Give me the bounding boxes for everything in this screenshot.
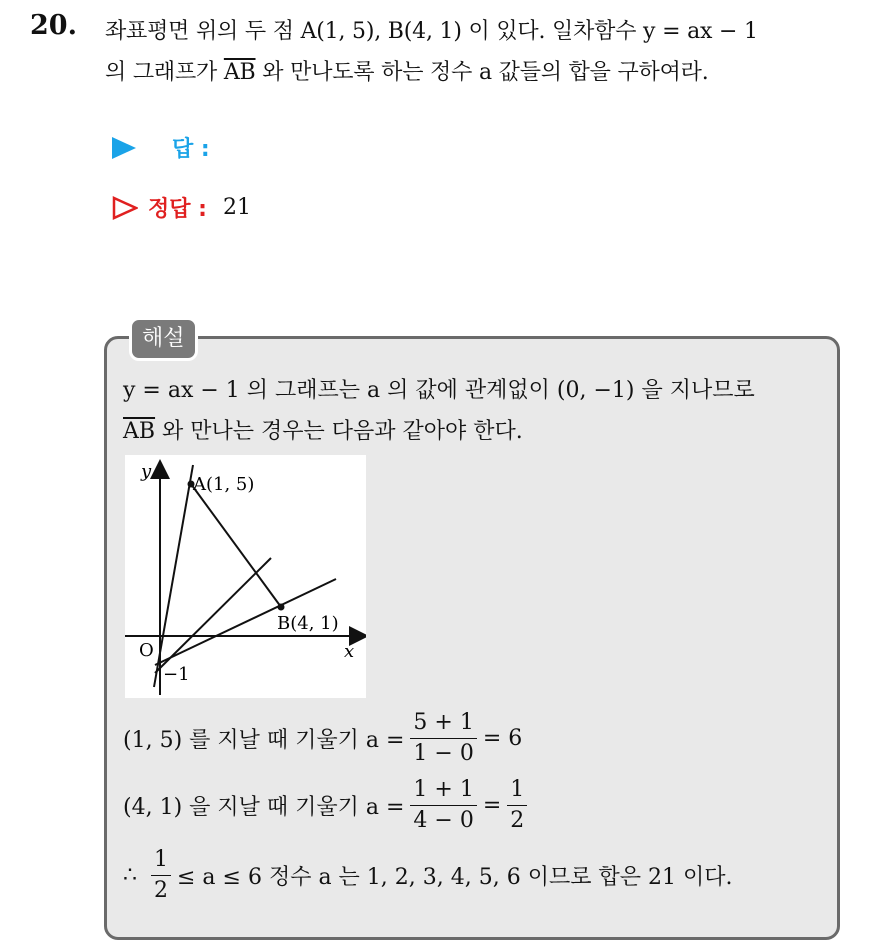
formula-2-result-fraction — [507, 775, 527, 836]
formula-line-3 — [123, 845, 732, 906]
y-axis-label: y — [141, 461, 152, 482]
segment-ab: $\overline{AB}$ — [223, 60, 256, 85]
correct-answer-value: 21 — [222, 195, 251, 220]
question-line-2-a: 의 그래프가 — [105, 60, 224, 85]
formula-2-fraction — [410, 775, 476, 836]
intercept-label: −1 — [163, 664, 190, 685]
formula-2-result-numerator: 1 — [507, 775, 527, 806]
point-b-label: B(4, 1) — [277, 613, 339, 634]
formula-3-fraction — [151, 845, 171, 906]
segment-ab-solution: $\overline{AB}$ — [123, 419, 156, 444]
formula-3-numerator: 1 — [151, 845, 171, 876]
play-triangle-icon — [112, 137, 136, 159]
formula-2-numerator: 1 + 1 — [410, 775, 476, 806]
formula-1-result: = 6 — [482, 726, 523, 751]
coordinate-graph — [125, 455, 366, 698]
therefore-symbol: ∴ — [123, 863, 137, 888]
solution-line-1: y = ax − 1 의 그래프는 a 의 값에 관계없이 (0, −1) 을 지나므로 — [123, 378, 755, 403]
solution-line-2-rest: 와 만나는 경우는 다음과 같아야 한다. — [155, 419, 523, 444]
solution-tag: 해설 — [129, 317, 198, 361]
formula-2-equals: = — [482, 793, 502, 818]
formula-1-prefix: (1, 5) 를 지날 때 기울기 a = — [123, 728, 405, 753]
question-line-1: 좌표평면 위의 두 점 A(1, 5), B(4, 1) 이 있다. 일차함수 y = ax − 1 — [105, 19, 758, 44]
formula-2-denominator: 4 − 0 — [413, 808, 474, 833]
question-number: 20. — [30, 10, 77, 41]
correct-answer-label: 정답 : — [148, 197, 207, 222]
formula-3-denominator: 2 — [154, 878, 168, 903]
formula-line-2 — [123, 775, 533, 836]
answer-label: 답 : — [172, 137, 210, 162]
formula-line-1 — [123, 708, 522, 769]
formula-2-prefix: (4, 1) 을 지날 때 기울기 a = — [123, 795, 405, 820]
question-line-2 — [105, 55, 709, 86]
correct-answer-row — [112, 192, 251, 223]
formula-2-result-denominator: 2 — [510, 808, 525, 833]
origin-label: O — [139, 640, 154, 661]
formula-1-fraction — [410, 708, 476, 769]
formula-3-rest: ≤ a ≤ 6 정수 a 는 1, 2, 3, 4, 5, 6 이므로 합은 21 이다. — [177, 865, 733, 890]
formula-1-numerator: 5 + 1 — [410, 708, 476, 739]
outline-triangle-icon — [112, 196, 138, 220]
answer-row — [112, 132, 210, 163]
point-b — [278, 604, 285, 611]
graph-svg — [125, 455, 366, 698]
segment-ab-line — [191, 484, 281, 607]
solution-line-2 — [123, 414, 523, 445]
point-a-label: A(1, 5) — [193, 474, 255, 495]
question-line-2-b: 와 만나도록 하는 정수 a 값들의 합을 구하여라. — [255, 60, 709, 85]
x-axis-label: x — [344, 641, 355, 662]
formula-1-denominator: 1 − 0 — [413, 741, 474, 766]
